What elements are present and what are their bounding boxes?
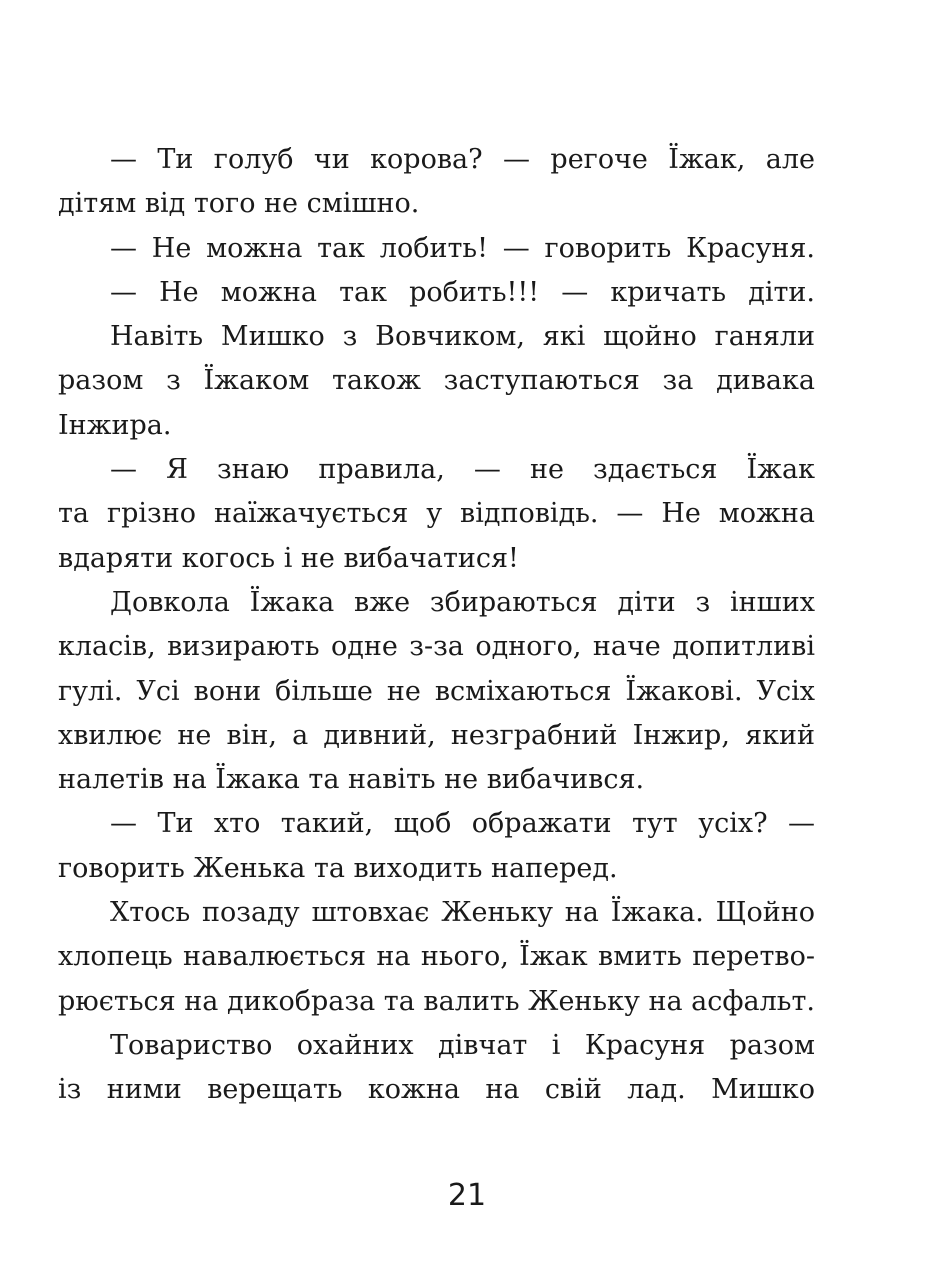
paragraph — [58, 315, 815, 448]
text-line: Інжира. — [58, 409, 172, 441]
text-line: рюється на дикобраза та валить Женьку на асфальт. — [58, 985, 815, 1017]
text-line: говорить Женька та виходить наперед. — [58, 852, 618, 884]
text-line: дітям від того не смішно. — [58, 188, 420, 220]
text-line: налетів на Їжака та навіть не вибачився. — [58, 764, 645, 796]
text-line: — Не можна так робить!!! — кричать діти. — [110, 276, 815, 308]
text-line: Навіть Мишко з Вовчиком, які щойно ганяли — [110, 321, 815, 353]
text-line: та грізно наїжачується у відповідь. — Не можна — [58, 498, 815, 530]
paragraph — [110, 271, 815, 315]
text-line: хлопець навалюється на нього, Їжак вмить перетво- — [58, 941, 815, 973]
text-line: із ними верещать кожна на свій лад. Мишко — [58, 1074, 815, 1106]
text-line: гулі. Усі вони більше не всміхаються Їжакові. Усіх — [58, 675, 815, 707]
text-line: — Ти хто такий, щоб ображати тут усіх? — — [110, 808, 815, 840]
paragraph — [58, 891, 815, 1024]
text-line: Хтось позаду штовхає Женьку на Їжака. Щойно — [110, 897, 815, 929]
text-line: класів, визирають одне з-за одного, наче допитливі — [58, 631, 815, 663]
body-text — [58, 138, 815, 1113]
paragraph — [110, 227, 815, 271]
text-line: Довкола Їжака вже збираються діти з інших — [110, 586, 815, 618]
paragraph — [58, 802, 815, 891]
paragraph — [58, 581, 815, 802]
text-line: — Я знаю правила, — не здається Їжак — [110, 454, 815, 486]
text-line: — Ти голуб чи корова? — регоче Їжак, але — [110, 144, 815, 175]
text-line: разом з Їжаком також заступаються за дивака — [58, 365, 815, 397]
paragraph — [58, 448, 815, 581]
page-number: 21 — [447, 1178, 487, 1213]
paragraph — [58, 138, 815, 227]
paragraph — [58, 1024, 815, 1113]
text-line: Товариство охайних дівчат і Красуня разом — [110, 1029, 815, 1061]
text-line: вдаряти когось і не вибачатися! — [58, 542, 519, 574]
text-line: — Не можна так лобить! — говорить Красуня. — [110, 232, 815, 264]
text-line: хвилює не він, а дивний, незграбний Інжир, який — [58, 719, 815, 751]
